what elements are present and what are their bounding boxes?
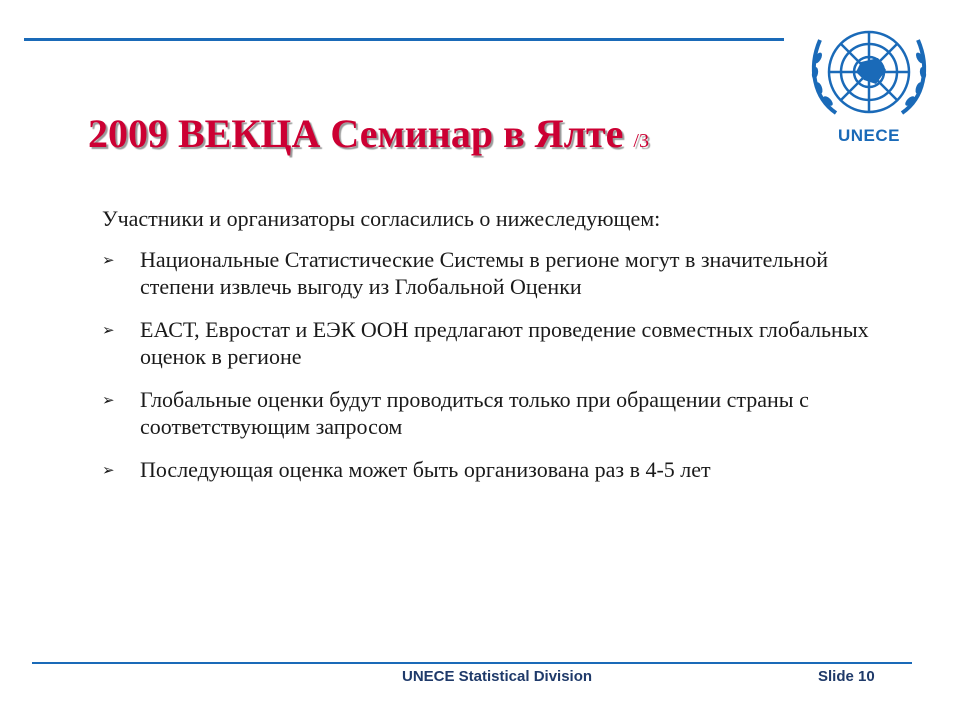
- intro-text: Участники и организаторы согласились о нижеследующем:: [102, 206, 661, 231]
- slide-number: Slide 10: [818, 668, 875, 685]
- bullet-list: [102, 246, 882, 483]
- bullet-item: [102, 316, 882, 370]
- bottom-divider: [32, 662, 912, 664]
- unece-logo-text: UNECE: [837, 126, 900, 145]
- arrowhead-bullet-icon: ➢: [102, 391, 115, 409]
- arrowhead-bullet-icon: ➢: [102, 321, 115, 339]
- arrowhead-bullet-icon: ➢: [102, 461, 115, 479]
- slide-title-text: 2009 ВЕКЦА Семинар в Ялте: [88, 111, 624, 156]
- bullet-text: Национальные Статистические Системы в регионе могут в значительной степени извлечь выгоду из Глобальной Оценки: [140, 247, 828, 299]
- bullet-item: [102, 456, 882, 483]
- unece-logo: [806, 18, 932, 148]
- footer-division-label: UNECE Statistical Division: [402, 668, 593, 685]
- bullet-text: Последующая оценка может быть организована раз в 4-5 лет: [140, 457, 711, 482]
- bullet-text: ЕАСТ, Евростат и ЕЭК ООН предлагают проведение совместных глобальных оценок в регионе: [140, 317, 869, 369]
- arrowhead-bullet-icon: ➢: [102, 251, 115, 269]
- bullet-text: Глобальные оценки будут проводиться только при обращении страны с соответствующим запросом: [140, 387, 809, 439]
- top-divider: [24, 38, 784, 41]
- bullet-item: [102, 386, 882, 440]
- slide-content: [102, 205, 882, 499]
- slide-title-suffix: /3: [633, 130, 649, 152]
- un-emblem-icon: [806, 18, 932, 126]
- slide-title: [88, 110, 649, 157]
- bullet-item: [102, 246, 882, 300]
